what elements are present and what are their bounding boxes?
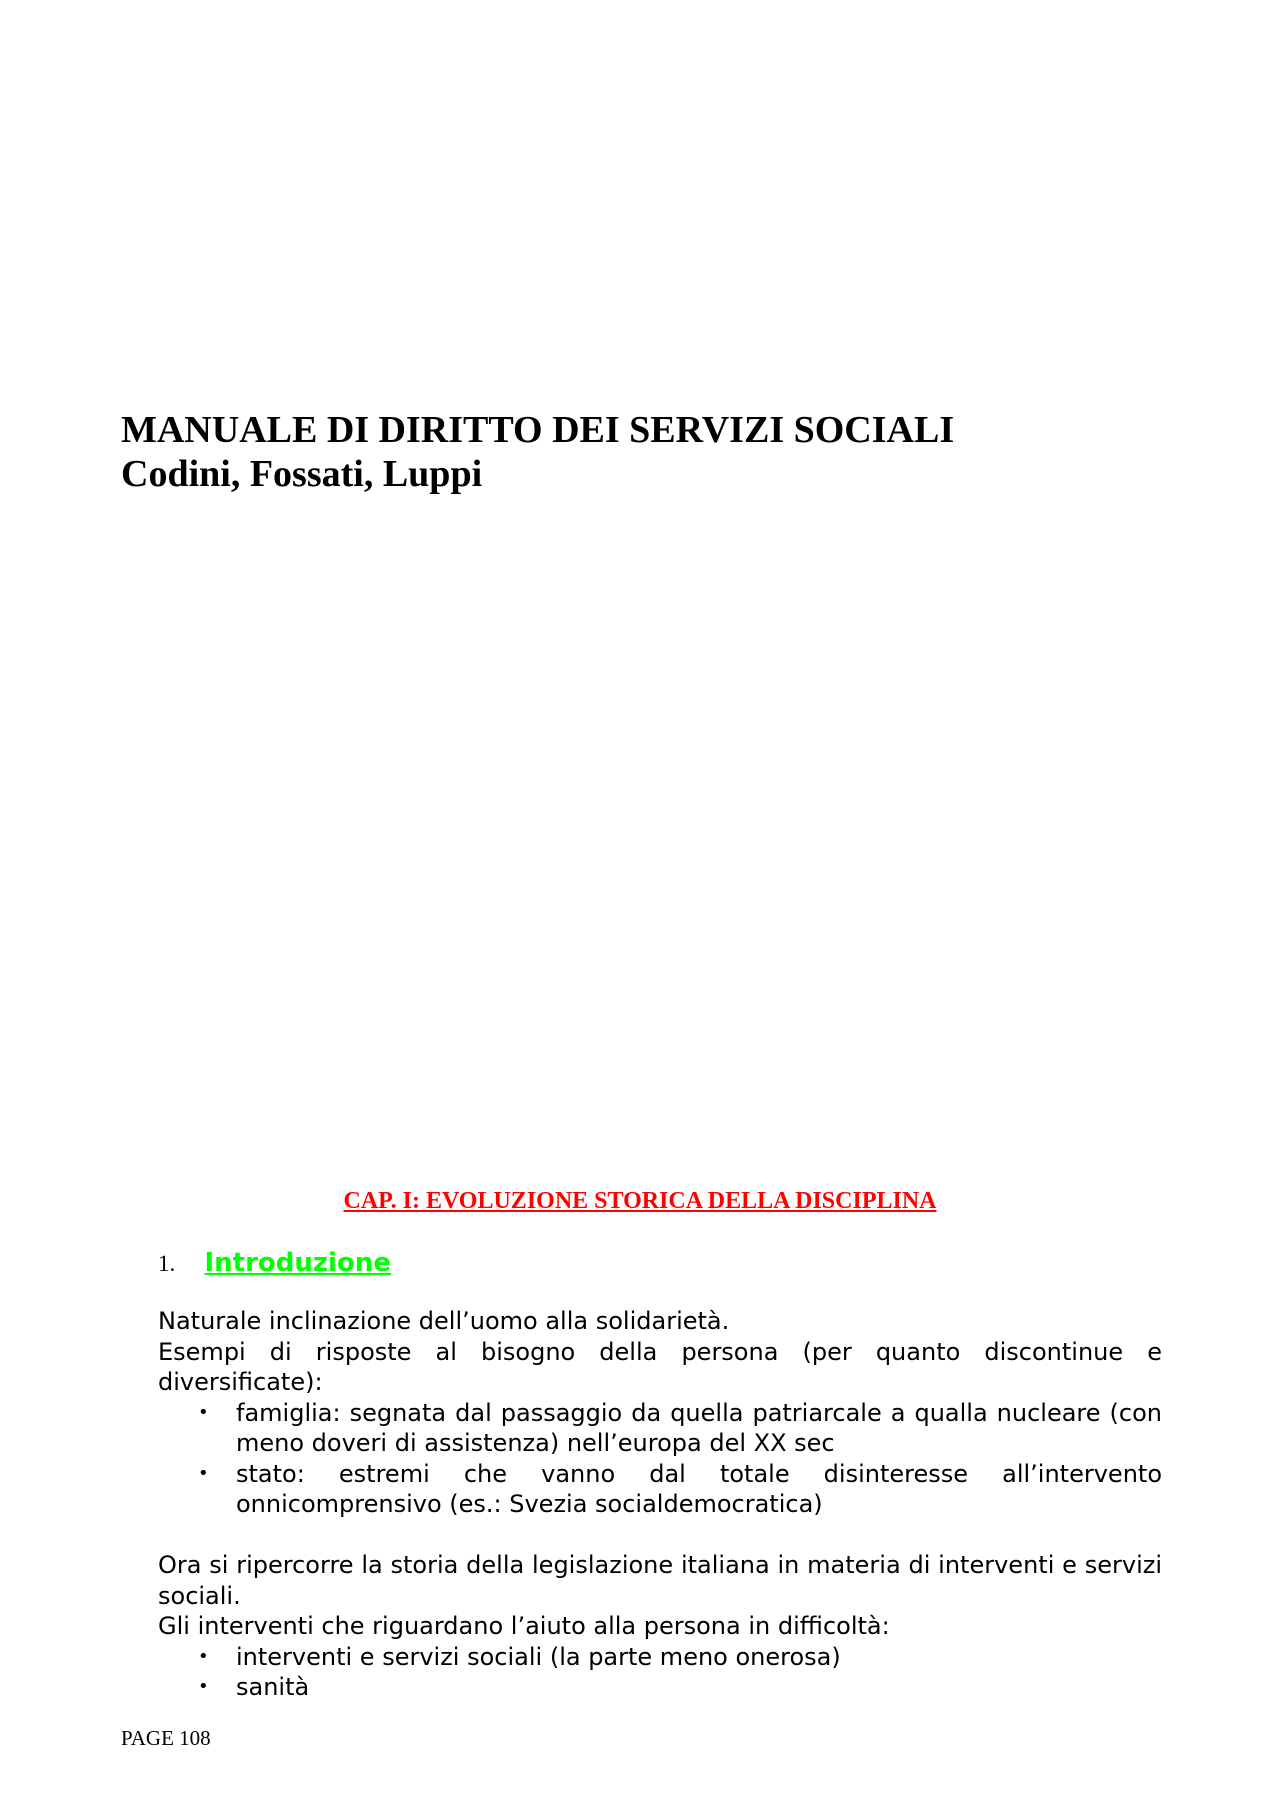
bullet-list-interventions	[158, 1642, 1162, 1703]
list-item	[158, 1398, 1162, 1459]
document-title: MANUALE DI DIRITTO DEI SERVIZI SOCIALI	[121, 409, 955, 451]
list-item-text: sanità	[236, 1673, 310, 1701]
body-text	[158, 1306, 1162, 1703]
list-item	[158, 1672, 1162, 1703]
section-title: Introduzione	[204, 1248, 391, 1278]
paragraph-interventions: Gli interventi che riguardano l’aiuto alla persona in difficoltà:	[158, 1612, 890, 1640]
list-item	[158, 1642, 1162, 1673]
paragraph-examples: Esempi di risposte al bisogno della persona (per quanto discontinue e diversificate):	[158, 1337, 1162, 1396]
paragraph-solidarity: Naturale inclinazione dell’uomo alla solidarietà.	[158, 1307, 730, 1335]
list-item-text: stato: estremi che vanno dal totale disinteresse all’intervento onnicomprensivo (es.: Svezia socialdemocratica)	[236, 1459, 1162, 1518]
page-footer: PAGE 108	[121, 1726, 211, 1750]
paragraph-history: Ora si ripercorre la storia della legislazione italiana in materia di interventi e servizi sociali.	[158, 1551, 1162, 1610]
list-item-text: interventi e servizi sociali (la parte meno onerosa)	[236, 1642, 841, 1671]
bullet-icon: •	[198, 1676, 209, 1697]
paragraph-spacer	[158, 1520, 1162, 1551]
document-authors: Codini, Fossati, Luppi	[121, 453, 483, 495]
bullet-icon: •	[198, 1401, 209, 1423]
section-number: 1.	[158, 1251, 176, 1276]
bullet-list-examples	[158, 1398, 1162, 1520]
list-item	[158, 1459, 1162, 1520]
bullet-icon: •	[198, 1645, 209, 1667]
bullet-icon: •	[198, 1462, 209, 1484]
section-heading	[158, 1247, 391, 1280]
document-title-block	[121, 408, 954, 496]
list-item-text: famiglia: segnata dal passaggio da quella patriarcale a qualla nucleare (con meno doveri di assistenza) nell’europa del XX sec	[236, 1398, 1162, 1457]
chapter-heading: CAP. I: EVOLUZIONE STORICA DELLA DISCIPLINA	[343, 1188, 937, 1214]
